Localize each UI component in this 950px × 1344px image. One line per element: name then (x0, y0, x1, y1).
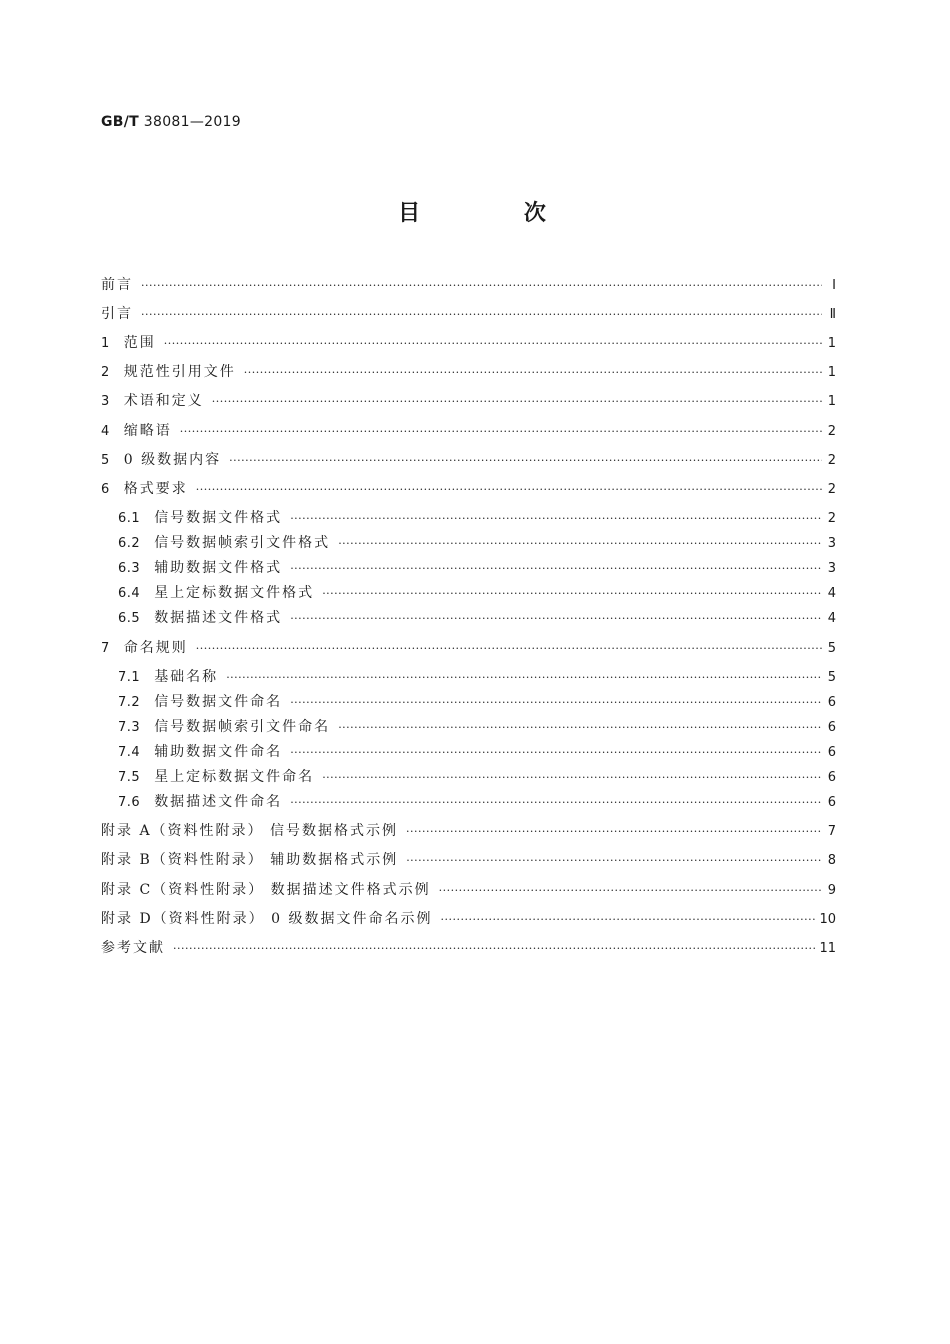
toc-entry[interactable] (101, 303, 836, 325)
toc-leader-dots (290, 742, 822, 764)
standard-number: 38081—2019 (143, 114, 241, 130)
toc-leader-dots (290, 558, 822, 580)
toc-entry-label: 信号数据文件格式 (154, 510, 283, 526)
toc-leader-dots (244, 362, 822, 384)
toc-leader-dots (196, 479, 822, 501)
toc-entry[interactable] (118, 766, 836, 788)
toc-entry-label: 数据描述文件命名 (154, 794, 283, 810)
toc-entry-label: 星上定标数据文件命名 (154, 769, 315, 785)
toc-leader-dots (290, 608, 822, 630)
toc-entry[interactable] (101, 849, 836, 871)
toc-entry-number: 5 (101, 453, 110, 468)
toc-entry[interactable] (118, 607, 836, 629)
toc-entry[interactable] (118, 716, 836, 738)
toc-entry-number: 7.4 (118, 745, 141, 760)
standard-prefix: GB/T (101, 114, 140, 130)
toc-entry-label: 附录 B（资料性附录） 辅助数据格式示例 (101, 852, 399, 868)
toc-entry-page: 3 (827, 536, 836, 551)
toc-entry-page: 6 (827, 770, 836, 785)
toc-entry-number: 6.5 (118, 611, 141, 626)
toc-leader-dots (322, 767, 822, 789)
toc-entry-label: 信号数据帧索引文件命名 (154, 719, 331, 735)
toc-entry[interactable] (118, 582, 836, 604)
toc-entry-page: 6 (827, 695, 836, 710)
toc-leader-dots (290, 508, 822, 530)
toc-entry[interactable] (118, 691, 836, 713)
toc-entry-label: 0 级数据内容 (123, 452, 222, 468)
toc-entry-number: 2 (101, 365, 110, 380)
toc-entry-label: 信号数据文件命名 (154, 694, 283, 710)
toc-entry-number: 7.1 (118, 670, 141, 685)
toc-entry-label: 范围 (123, 335, 156, 351)
toc-entry-page: 7 (827, 824, 836, 839)
toc-entry-page: 9 (827, 883, 836, 898)
toc-entry-page: 5 (827, 641, 836, 656)
toc-entry[interactable] (101, 361, 836, 383)
toc-entry[interactable] (101, 820, 836, 842)
toc-entry-label: 前言 (101, 277, 133, 293)
toc-entry-page: 2 (827, 453, 836, 468)
toc-leader-dots (440, 909, 815, 931)
toc-entry-number: 7.5 (118, 770, 141, 785)
toc-entry-page: 3 (827, 561, 836, 576)
toc-entry-number: 7 (101, 641, 110, 656)
toc-entry-label: 格式要求 (123, 481, 188, 497)
toc-leader-dots (322, 583, 822, 605)
toc-leader-dots (290, 792, 822, 814)
page-title: 目 次 (398, 201, 594, 226)
toc-leader-dots (338, 533, 822, 555)
toc-entry-page: 6 (827, 745, 836, 760)
toc-entry-label: 星上定标数据文件格式 (154, 585, 315, 601)
toc-entry-label: 信号数据帧索引文件格式 (154, 535, 331, 551)
toc-entry[interactable] (118, 532, 836, 554)
toc-entry-label: 附录 A（资料性附录） 信号数据格式示例 (101, 823, 399, 839)
toc-entry-label: 规范性引用文件 (123, 364, 236, 380)
toc-leader-dots (406, 821, 822, 843)
toc-entry-page: 6 (827, 720, 836, 735)
toc-entry[interactable] (101, 637, 836, 659)
toc-entry-number: 4 (101, 424, 110, 439)
toc-entry-label: 辅助数据文件命名 (154, 744, 283, 760)
toc-entry-number: 6.2 (118, 536, 141, 551)
toc-entry[interactable] (101, 274, 836, 296)
toc-leader-dots (226, 667, 822, 689)
toc-leader-dots (141, 275, 822, 297)
toc-entry-label: 术语和定义 (123, 393, 204, 409)
toc-entry-page: 11 (819, 941, 836, 956)
toc-entry-label: 数据描述文件格式 (154, 610, 283, 626)
toc-leader-dots (173, 938, 815, 960)
toc-entry[interactable] (101, 908, 836, 930)
toc-entry-page: 10 (819, 912, 836, 927)
toc-entry-label: 辅助数据文件格式 (154, 560, 283, 576)
toc-entry[interactable] (101, 937, 836, 959)
toc-entry-number: 6 (101, 482, 110, 497)
toc-leader-dots (338, 717, 822, 739)
toc-entry[interactable] (118, 791, 836, 813)
toc-entry[interactable] (101, 879, 836, 901)
toc-entry[interactable] (101, 332, 836, 354)
toc-entry-page: 1 (827, 336, 836, 351)
toc-entry-number: 7.3 (118, 720, 141, 735)
toc-entry[interactable] (118, 741, 836, 763)
toc-entry-page: 5 (827, 670, 836, 685)
toc-entry-page: 2 (827, 424, 836, 439)
toc-leader-dots (290, 692, 822, 714)
toc-entry[interactable] (101, 420, 836, 442)
toc-entry[interactable] (101, 449, 836, 471)
toc-entry-number: 7.2 (118, 695, 141, 710)
toc-entry-label: 命名规则 (123, 640, 188, 656)
toc-entry[interactable] (118, 507, 836, 529)
toc-entry-page: Ⅱ (829, 307, 836, 322)
toc-leader-dots (229, 450, 822, 472)
toc-leader-dots (439, 880, 822, 902)
toc-entry-page: 2 (827, 482, 836, 497)
toc-entry-number: 6.1 (118, 511, 141, 526)
toc-entry-page: 6 (827, 795, 836, 810)
toc-entry-number: 3 (101, 394, 110, 409)
table-of-contents (101, 0, 836, 1000)
toc-entry-page: 4 (827, 611, 836, 626)
toc-entry-label: 引言 (101, 306, 133, 322)
toc-leader-dots (406, 850, 822, 872)
toc-leader-dots (164, 333, 822, 355)
toc-entry-label: 缩略语 (123, 423, 172, 439)
toc-entry[interactable] (101, 478, 836, 500)
toc-entry-page: 1 (827, 365, 836, 380)
toc-entry-page: Ⅰ (832, 278, 836, 293)
toc-leader-dots (141, 304, 822, 326)
toc-entry-label: 附录 D（资料性附录） 0 级数据文件命名示例 (101, 911, 433, 927)
toc-entry-number: 1 (101, 336, 110, 351)
toc-entry-number: 6.3 (118, 561, 141, 576)
toc-entry-page: 8 (827, 853, 836, 868)
toc-leader-dots (196, 638, 822, 660)
toc-entry-page: 2 (827, 511, 836, 526)
toc-entry-label: 附录 C（资料性附录） 数据描述文件格式示例 (101, 882, 431, 898)
toc-entry-number: 6.4 (118, 586, 141, 601)
toc-entry-label: 基础名称 (154, 669, 219, 685)
toc-entry[interactable] (101, 390, 836, 412)
toc-leader-dots (212, 391, 822, 413)
toc-entry-label: 参考文献 (101, 940, 165, 956)
toc-entry[interactable] (118, 666, 836, 688)
toc-leader-dots (180, 421, 822, 443)
toc-entry-number: 7.6 (118, 795, 141, 810)
toc-entry-page: 1 (827, 394, 836, 409)
toc-entry-page: 4 (827, 586, 836, 601)
toc-entry[interactable] (118, 557, 836, 579)
